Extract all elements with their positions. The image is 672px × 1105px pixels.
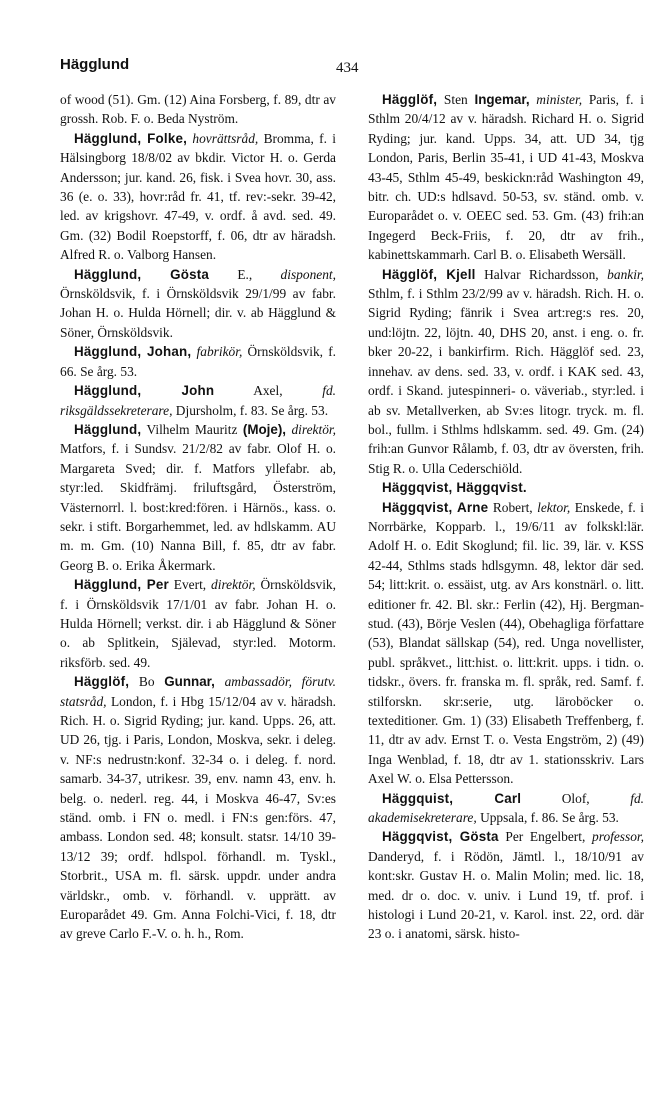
entry-name: Häggqvist, Häggqvist. (382, 480, 527, 496)
entry-name: Hägglöf, (382, 92, 438, 107)
entry-haggqvist-gosta (368, 827, 644, 943)
entry-title: professor, (592, 829, 644, 845)
entry-given-names: Bo (138, 674, 155, 690)
entry-title: lektor, (537, 499, 571, 515)
entry-haggquist-carl (368, 789, 644, 828)
entry-hagglund-john (60, 381, 336, 420)
entry-text: Enskede, f. i Norrbärke, Kopparb. l., 19/6/11 av folkskl:lär. Adolf H. o. Edit Skoglund; fil. lic. 39, lär. v. KSS 42-44, Sthlms stads hdlsgymn. 48, lektor där sed. 54; litt:krit. o. essäist, utg. av Ars konstnärl. o. litt. editioner fr. 42. Bl. skr.: Ferlin (42), Hj. Bergman-stud. (43), Börje Veslen (44), Obehagliga författare (53), Blandat sällskap (54), red. Unga novellister, publ. språkvet., litt:hist. o. litt:krit. upps. i tidn. o. tidskr., övers. fr. franska m. fl. språk, red. Samf. f. stilforskn. skr:serie, utg. läroböcker o. texteditioner. Gm. 1) (33) Elisabeth Treffenberg, f. 11, dtr av adv. Ernst T. o. Vesta Engström, 2) (49) Inga Wenblad, f. 18, dtr av 1. stationsskriv. Lars Axel W. o. Elsa Pettersson. (368, 499, 644, 787)
entry-haggqvist-crossref (368, 478, 644, 497)
entry-name: Hägglund, Johan, (74, 344, 192, 360)
entry-hagglund-moje (60, 420, 336, 575)
entry-hagglund-gosta (60, 265, 336, 343)
entry-hagglund-folke (60, 129, 336, 265)
entry-name: Hägglöf, (74, 674, 130, 690)
entry-name: Hägglund, Folke, (74, 130, 188, 146)
entry-hagglund-per (60, 575, 336, 672)
entry-name: Häggqvist, Arne (382, 499, 489, 515)
entry-text: Örnsköldsvik, f. i Örnsköldsvik 17/1/01 av fabr. Johan H. o. Hulda Hörnell; verkst. dir. i ab Hägglund & Söner o. ab Splitkein, Själevad, styr:led. Motorm. riksförb. sed. 49. (60, 577, 336, 670)
entry-text: Örnsköldsvik, f. i Örnsköldsvik 29/1/99 av fabr. Johan H. o. Hulda Hörnell; dir. v. ab Hägglund & Söner, Örnsköldsvik. (60, 286, 336, 340)
entry-text: Uppsala, f. 86. Se årg. 53. (480, 810, 619, 826)
entry-given-names: E., (237, 266, 253, 282)
entry-name: Hägglöf, Kjell (382, 266, 476, 282)
entry-text: Matfors, f. i Sundsv. 21/2/82 av fabr. Olof H. o. Margareta Sved; dir. f. Matfors yllefabr. ab, styr:led. Skidfrämj. friluftsgård, Österström, Västernorrl. l. bost:kred:fören. i Härnös., kass. o. sekr. i stift. Borgarhemmet, led. av hdlskamm. AU m. m. Gm. (10) Nanna Bill, f. 85, dtr av fabr. Georg B. o. Erika Åkermark. (60, 441, 336, 573)
entry-given-names: Halvar Richardsson, (484, 266, 599, 282)
entry-name: Häggqvist, Gösta (382, 829, 499, 845)
entry-title: fd. akademisekreterare, (368, 790, 644, 826)
entry-given-names: Vilhelm Mauritz (146, 421, 238, 437)
entry-title: ambassadör, förutv. statsråd, (60, 674, 336, 709)
entry-text: Paris, f. i Sthlm 20/4/12 av v. häradsh. Richard H. o. Sigrid Ryding; jur. kand. Upps. 34, att. UD 34, tjg London, Paris, Berlin 35-41, i UD 41-43, Moskva 43-45, Sthlm 45-49, beskickn:råd Washington 49, bitr. ch. UD:s hdlsavd. 50-53, sv. ständ. omb. v. Europarådet o. v. OEEC sed. 53. Gm. (43) frih:an Ingegerd Beck-Friis, f. 20, dtr av frih., kabinettskammarh. Carl B. o. Elisabeth Wersäll. (368, 92, 644, 263)
page-number: 434 (336, 60, 359, 76)
entry-title: direktör, (211, 577, 256, 593)
left-column (60, 90, 336, 944)
entry-called-name: Gunnar, (164, 674, 215, 690)
entry-title: direktör, (291, 421, 336, 437)
entry-hagglund-johan (60, 342, 336, 381)
entry-name: Häggquist, Carl (382, 790, 522, 806)
entry-text: Danderyd, f. i Rödön, Jämtl. l., 18/10/91 av kont:skr. Gustav H. o. Malin Molin; med. lic. 18, med. dr o. doc. v. univ. i Lund 19, tf. prof. i histologi i Lund 20-21, v. Karol. inst. 22, ord. där 23 o. i anatomi, särsk. histo- (368, 848, 644, 942)
entry-text: of wood (51). Gm. (12) Aina Forsberg, f. 89, dtr av grossh. Rob. F. o. Beda Nyström. (60, 92, 336, 127)
entry-hagglof-sten (368, 90, 644, 265)
entry-title: minister, (536, 92, 583, 107)
entry-title: fd. riksgäldssekreterare, (60, 383, 336, 418)
entry-given-names: Per Engelbert, (505, 829, 586, 845)
entry-text: Örnsköldsvik, f. 66. Se årg. 53. (60, 344, 336, 379)
entry-nickname: (Moje), (242, 421, 287, 437)
entry-name: Hägglund, Per (74, 577, 169, 593)
entry-called-name: Ingemar, (474, 92, 530, 107)
entry-text: Bromma, f. i Hälsingborg 18/8/02 av bkdir. Victor H. o. Gerda Andersson; jur. kand. 26, fisk. i Svea hovr. 30, ass. 36 (e. o. 33), hovr:råd fr. 41, tf. rev:-sekr. 39-42, led. av krigshovr. 47-49, v. ordf. å avd. sed. 49. Gm. (32) Bodil Roepstorff, f. 06, dtr av häradsh. Alfred R. o. Valborg Hansen. (60, 130, 336, 263)
entry-title: bankir, (607, 266, 644, 282)
entry-hagglof-kjell (368, 265, 644, 478)
entry-text: Sthlm, f. i Sthlm 23/2/99 av v. häradsh. Rich. H. o. Sigrid Ryding; fänrik i Svea art:reg:s res. 20, und:löjtn. 22, löjtn. 40, DHS 20, anst. i eng. o. fr. bker 20-22, i bankirfirm. Rich. Hägglöf sed. 23, innehav. av dens. sed. 33, v. ordf. i KAK sed. 43, ordf. i Skand. jutespinneri- o. väveriab., styr:led. i ab sv. Metallverken, ab Sv:es litogr. tryck. m. fl. bol., fullm. i Sthlms hdlskamm. sed. 49. Gm. (24) frih:an Gunvor Rålamb, f. 03, dtr av översten, frih. Stig R. o. Ulla Cederschiöld. (368, 286, 644, 476)
entry-title: hovrättsråd, (192, 130, 259, 146)
entry-given-names: Robert, (492, 499, 533, 515)
entry-name: Hägglund, Gösta (74, 266, 210, 282)
entry-given-names: Evert, (173, 577, 207, 593)
right-column (368, 90, 644, 944)
entry-given-names: Sten (443, 92, 468, 107)
entry-name: Hägglund, John (74, 383, 215, 399)
entry-text: London, f. i Hbg 15/12/04 av v. häradsh. Rich. H. o. Sigrid Ryding; jur. kand. Upps. 26, att. UD 26, tjg. i Paris, London, Moskva, sekr. i deleg. v. NF:s nedrustn:konf. 32-34 o. i deleg. f. nord. samarb. 34-37, utrikesr. 39, env. namn 43, env. h. belg. o. nederl. reg. 44, i Moskva 46-47, Sv:es ständ. omb. i FN o. medl. i FN:s gen:förs. 47, ambass. London sed. 48; konsult. statsr. 14/10 39-13/12 39; ordf. hdlspol. förhandl. m. Tyskl., Storbrit., USA m. fl. särsk. uppdr. under andra världskr., omb. v. förhandl. v. upprätt. av Europarådet 49. Gm. Anna Folchi-Vici, f. 18, dtr av greve Carlo F.-V. o. h. h., Rom. (60, 693, 336, 942)
entry-title: fabrikör, (196, 344, 243, 360)
running-head: Hägglund (60, 56, 130, 73)
entry-name: Hägglund, (74, 421, 142, 437)
entry-given-names: Olof, (561, 790, 590, 806)
entry-hagglof-gunnar (60, 672, 336, 944)
entry-continuation (60, 90, 336, 129)
entry-haggqvist-arne (368, 498, 644, 789)
entry-title: disponent, (280, 266, 336, 282)
entry-text: Djursholm, f. 83. Se årg. 53. (175, 402, 329, 418)
entry-given-names: Axel, (253, 383, 283, 399)
